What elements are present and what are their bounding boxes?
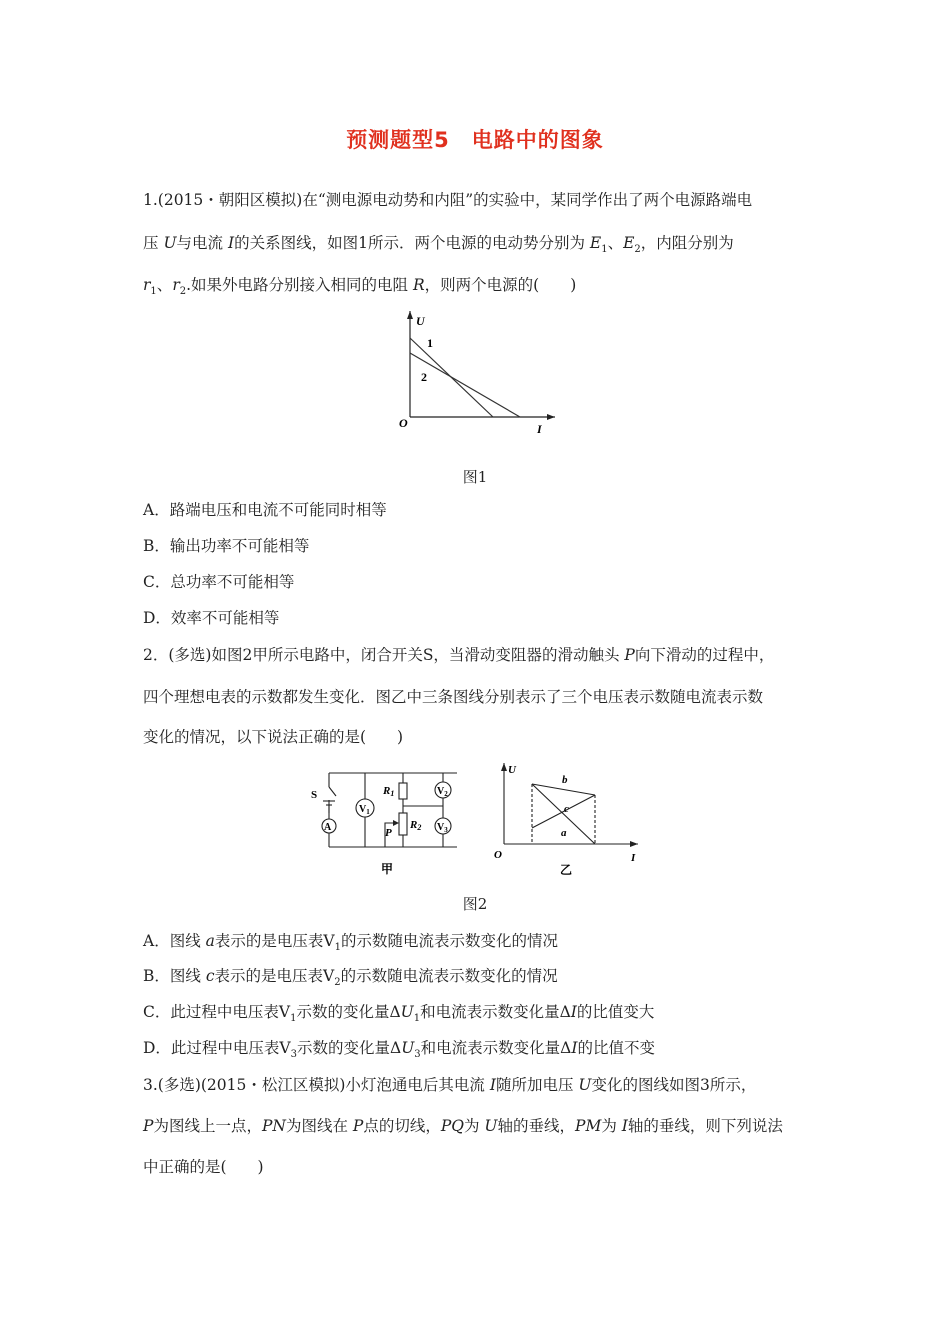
figure-1-graph xyxy=(390,305,570,440)
figure-1-caption: 图1 xyxy=(462,468,488,486)
axis-u: U xyxy=(416,314,425,328)
svg-text:b: b xyxy=(562,774,568,786)
svg-text:a: a xyxy=(561,827,567,839)
q1-line3: $r_1$、$r_2$.如果外电路分别接入相同的电阻 R，则两个电源的( ) xyxy=(143,276,577,298)
axis-i: I xyxy=(537,422,542,436)
q3-line1: 3.(多选)(2015・松江区模拟)小灯泡通电后其电流 I随所加电压 U变化的图线如图3所示， xyxy=(143,1076,757,1094)
q3-line2: P为图线上一点，PN为图线在 P点的切线，PQ为 U轴的垂线，PM为 I轴的垂线，则下列说法 xyxy=(143,1117,783,1135)
figure-2-graph xyxy=(488,758,648,883)
q1-option-d: D．效率不可能相等 xyxy=(143,609,280,627)
circuit-label: 甲 xyxy=(381,862,394,876)
q2-option-d: D．此过程中电压表$V_3$示数的变化量$\Delta U_3$和电流表示数变化量ΔI的比值不变 xyxy=(143,1039,655,1061)
q2-option-b: B．图线 c表示的是电压表$V_2$的示数随电流表示数变化的情况 xyxy=(143,967,558,989)
q1-line1: 1.(2015・朝阳区模拟)在“测电源电动势和内阻”的实验中，某同学作出了两个电源路端电 xyxy=(143,191,753,209)
svg-text:O: O xyxy=(494,849,502,861)
q1-option-b: B．输出功率不可能相等 xyxy=(143,537,310,555)
q2-line1: 2．(多选)如图2甲所示电路中，闭合开关S，当滑动变阻器的滑动触头 P向下滑动的过程中， xyxy=(143,646,775,664)
svg-text:S: S xyxy=(311,789,318,801)
svg-text:R2: R2 xyxy=(410,819,422,832)
svg-text:U: U xyxy=(508,764,516,776)
svg-text:V1: $V_1$ xyxy=(359,804,370,816)
figure-2-caption: 图2 xyxy=(462,895,488,913)
label-1: 1 xyxy=(427,336,433,350)
label-2: 2 xyxy=(421,370,427,384)
svg-text:V2: $V_2$ xyxy=(437,786,448,798)
q2-option-c: C．此过程中电压表$V_1$示数的变化量$\Delta U_1$和电流表示数变化量ΔI的比值变大 xyxy=(143,1003,655,1025)
q3-line3: 中正确的是( ) xyxy=(143,1158,264,1176)
q1-option-c: C．总功率不可能相等 xyxy=(143,573,295,591)
page-title: 预测题型5 电路中的图象 xyxy=(346,128,604,152)
q2-option-a: A．图线 a表示的是电压表$V_1$的示数随电流表示数变化的情况 xyxy=(143,932,558,954)
origin: O xyxy=(399,416,408,430)
q2-line2: 四个理想电表的示数都发生变化．图乙中三条图线分别表示了三个电压表示数随电流表示数 xyxy=(143,688,764,706)
q2-line3: 变化的情况，以下说法正确的是( ) xyxy=(143,728,404,746)
graph-label: 乙 xyxy=(560,863,573,877)
figure-2-circuit xyxy=(305,765,465,880)
svg-text:V3: $V_3$ xyxy=(437,822,448,834)
svg-text:I: I xyxy=(631,852,636,864)
line-2 xyxy=(410,353,520,417)
q1-option-a: A．路端电压和电流不可能同时相等 xyxy=(143,501,387,519)
svg-text:P: P xyxy=(385,827,392,839)
q1-line2: 压 U与电流 I的关系图线，如图1所示．两个电源的电动势分别为 $E_1$、$E_2$，内阻分别为 xyxy=(143,234,734,256)
svg-text:A: A xyxy=(324,822,332,833)
svg-text:c: c xyxy=(564,803,569,815)
svg-text:R1: R1 xyxy=(383,785,395,798)
